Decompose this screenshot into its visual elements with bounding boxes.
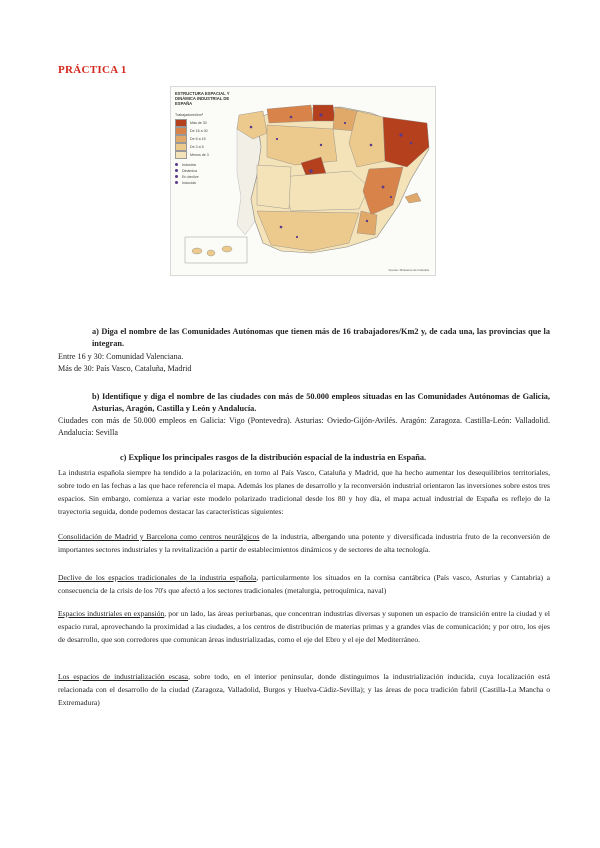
- point-paragraph-2: [58, 571, 550, 597]
- point-text: de la industria, albergando una potente y diversificada industria fruto de la reconversión de importantes sectores industriales y la revitalización a partir de establecimientos dinámicos y de sectores de alta tecnología.: [58, 532, 550, 554]
- legend-item: [175, 151, 235, 159]
- legend-swatch: [175, 127, 187, 135]
- legend-item: [175, 135, 235, 143]
- legend-label: Menos de 3: [190, 152, 209, 157]
- legend-label: De 16 a 30: [190, 128, 208, 133]
- legend-swatch: [175, 143, 187, 151]
- question-b: b) Identifique y diga el nombre de las ciudades con más de 50.000 empleos situadas en las Comunidades Autónomas de Galicia, Asturias, Aragón, Castilla y León y Andalucía.: [92, 392, 550, 413]
- legend-swatch: [175, 151, 187, 159]
- answer-a-line-1: Entre 16 y 30: Comunidad Valenciana.: [58, 352, 184, 361]
- point-paragraph-3: [58, 607, 550, 646]
- answer-b: Ciudades con más de 50.000 empleos en Galicia: Vigo (Pontevedra). Asturias: Oviedo-Gijón-Avilés. Aragón: Zaragoza. Castilla-León: Valladolid. Andalucía: Sevilla: [58, 416, 550, 437]
- map-source: Fuente: Ministerio de Industria: [388, 268, 429, 272]
- point-paragraph-4: [58, 670, 550, 709]
- industry-symbol-icon: [175, 181, 178, 184]
- point-heading: Espacios industriales en expansión: [58, 609, 165, 618]
- map-legend: [175, 113, 235, 186]
- legend-heading: Trabajadores/km²: [175, 113, 204, 117]
- point-heading: Consolidación de Madrid y Barcelona como centros neurálgicos: [58, 532, 260, 541]
- point-text: , sobre todo, en el interior peninsular, donde distinguimos la industrialización inducida, cuya localización está relacionada con el desarrollo de la ciudad (Zaragoza, Valladolid, Burgos y Huelva-Cádiz-Sevilla); y las áreas de poca tradición fabril (Castilla-La Mancha o Extremadura): [58, 672, 550, 707]
- symbol-label: En declive: [182, 174, 199, 179]
- legend-label: De 6 a 15: [190, 136, 206, 141]
- legend-swatch: [175, 119, 187, 127]
- point-heading: Declive de los espacios tradicionales de la industria española: [58, 573, 257, 582]
- page-title: PRÁCTICA 1: [58, 64, 127, 76]
- industry-map-figure: [170, 86, 436, 276]
- point-heading: Los espacios de industrialización escasa: [58, 672, 189, 681]
- point-paragraph-1: [58, 530, 550, 556]
- legend-label: Más de 30: [190, 120, 207, 125]
- industry-symbol-icon: [175, 163, 178, 166]
- legend-item: [175, 119, 235, 127]
- intro-paragraph: La industria española siempre ha tendido a la polarización, en torno al País Vasco, Cataluña y Madrid, que ha hecho aumentar los desequilibrios territoriales, sobre todo en las fechas a las que hace referencia el mapa. Además los planes de desarrollo y la reconversión industrial orientaron las inversiones sobre estos tres espacios. Sin embargo, comienza a variar este modelo polarizado tradicional desde los 80 y hoy día, el mapa actual industrial de España es reflejo de la trayectoria seguida, donde podemos destacar las características siguientes:: [58, 468, 550, 516]
- legend-item: [175, 143, 235, 151]
- legend-swatch: [175, 135, 187, 143]
- question-a: a) Diga el nombre de las Comunidades Autónomas que tienen más de 16 trabajadores/Km2 y, de cada una, las provincias que la integran.: [92, 327, 550, 348]
- symbol-label: Dinámica: [182, 168, 197, 173]
- point-text: , particularmente los situados en la cornisa cantábrica (País vasco, Asturias y Cantabria) a consecuencia de la crisis de los 70's que afectó a los sectores tradicionales (metalurgia, petroquímica, naval): [58, 573, 551, 595]
- map-title: ESTRUCTURA ESPACIAL Y DINÁMICA INDUSTRIAL DE ESPAÑA: [175, 91, 230, 106]
- point-text: , por un lado, las áreas periurbanas, que concentran industrias diversas y suponen un espacio de transición entre la ciudad y el espacio rural, aprovechando la proximidad a las ciudades, a los centros de distribución de materias primas y a grandes vías de comunicación; y por otro, los ejes de desarrollo, que son corredores que comunican áreas industrializadas, como el eje del Ebro y el eje del Mediterráneo.: [58, 609, 551, 644]
- answer-a-line-2: Más de 30: País Vasco, Cataluña, Madrid: [58, 364, 192, 373]
- legend-item: [175, 127, 235, 135]
- question-c: c) Explique los principales rasgos de la distribución espacial de la industria en España.: [120, 453, 427, 462]
- symbol-label: Industria: [182, 162, 196, 167]
- symbol-legend-item: [175, 180, 235, 186]
- industry-symbol-icon: [175, 175, 178, 178]
- legend-label: De 3 a 5: [190, 144, 204, 149]
- symbol-label: Inducida: [182, 180, 196, 185]
- industry-symbol-icon: [175, 169, 178, 172]
